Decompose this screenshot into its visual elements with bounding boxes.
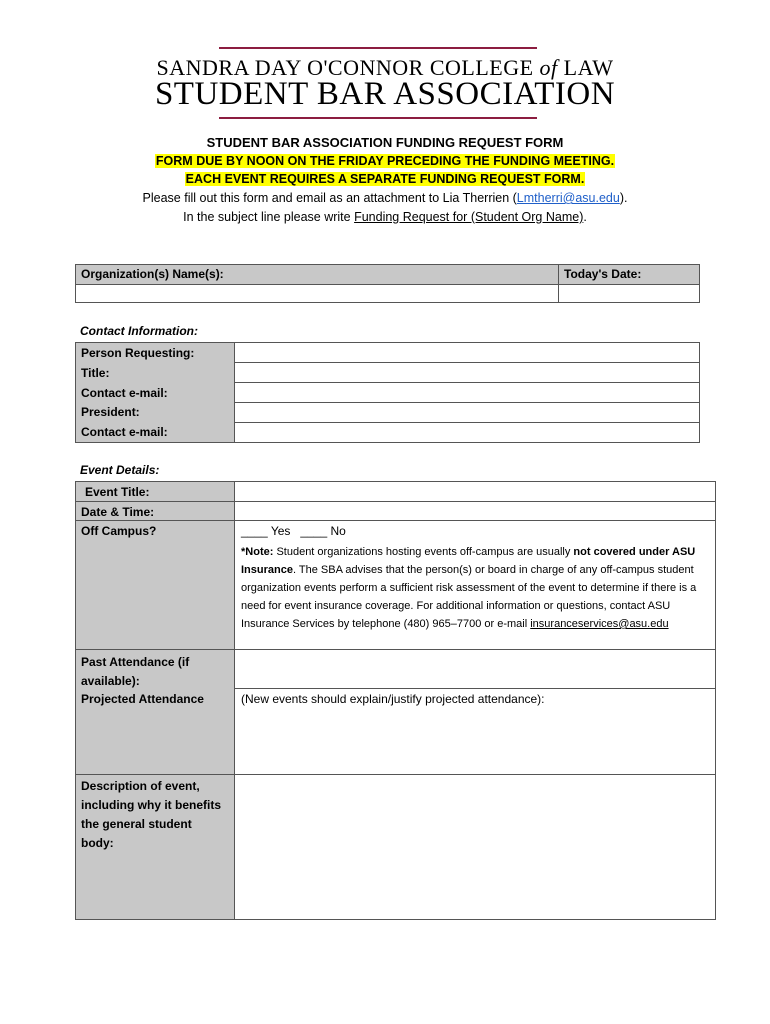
notice-deadline: FORM DUE BY NOON ON THE FRIDAY PRECEDING THE FUNDING MEETING.	[155, 154, 615, 168]
insurance-note: *Note: Student organizations hosting events off-campus are usually not covered under ASU Insurance. The SBA advises that the person(s) or board in charge of any off-campus student organization events perform a sufficient risk assessment of the event to determine if there is a need for event insurance coverage. For additional information or questions, contact ASU Insurance Services by telephone (480) 965–7700 or e-mail insuranceservices@asu.edu	[241, 546, 697, 630]
date-field[interactable]	[558, 284, 700, 303]
past-attendance-field[interactable]	[234, 649, 716, 689]
description-field[interactable]	[234, 774, 716, 920]
projected-attendance-hint: (New events should explain/justify projected attendance):	[241, 692, 545, 706]
contact-heading: Contact Information:	[80, 324, 198, 338]
description-label: Description of event, including why it benefits the general student body:	[81, 779, 222, 850]
row-divider	[75, 501, 235, 502]
date-label: Today's Date:	[564, 267, 642, 281]
event-title-field[interactable]	[234, 481, 716, 502]
person-requesting-field[interactable]	[234, 342, 700, 363]
logo-bottom-rule	[219, 117, 537, 119]
contact-email-link[interactable]: Lmtherri@asu.edu	[516, 191, 620, 205]
row-divider	[75, 520, 235, 521]
president-email-field[interactable]	[234, 422, 700, 443]
projected-attendance-label: Projected Attendance	[81, 692, 204, 706]
org-name-field[interactable]	[75, 284, 559, 303]
date-time-field[interactable]	[234, 501, 716, 521]
president-field[interactable]	[234, 402, 700, 423]
contact-email-field[interactable]	[234, 382, 700, 403]
form-title: STUDENT BAR ASSOCIATION FUNDING REQUEST FORM	[206, 135, 564, 150]
past-attendance-label: Past Attendance (if available):	[81, 655, 190, 688]
org-name-label: Organization(s) Name(s):	[81, 267, 224, 281]
logo-top-rule	[219, 47, 537, 49]
association-name: STUDENT BAR ASSOCIATION	[154, 76, 616, 112]
date-time-label: Date & Time:	[81, 505, 155, 519]
event-title-label: Event Title:	[85, 485, 150, 499]
instructions: Please fill out this form and email as an attachment to Lia Therrien (Lmtherri@asu.edu).	[142, 191, 628, 205]
president-label: President:	[81, 405, 140, 419]
college-name: SANDRA DAY O'CONNOR COLLEGE of LAW	[156, 55, 614, 80]
row-divider	[75, 649, 235, 650]
off-campus-options[interactable]: ____ Yes ____ No	[241, 524, 346, 538]
contact-email-label: Contact e-mail:	[81, 386, 168, 400]
president-email-label: Contact e-mail:	[81, 425, 168, 439]
off-campus-label: Off Campus?	[81, 524, 157, 538]
subject-instructions: In the subject line please write Funding Request for (Student Org Name).	[183, 210, 587, 224]
row-divider	[75, 774, 235, 775]
notice-separate-form: EACH EVENT REQUIRES A SEPARATE FUNDING REQUEST FORM.	[185, 172, 585, 186]
event-heading: Event Details:	[80, 463, 160, 477]
title-label: Title:	[81, 366, 110, 380]
title-field[interactable]	[234, 362, 700, 383]
person-requesting-label: Person Requesting:	[81, 346, 195, 360]
insurance-email-link[interactable]: insuranceservices@asu.edu	[530, 618, 669, 630]
